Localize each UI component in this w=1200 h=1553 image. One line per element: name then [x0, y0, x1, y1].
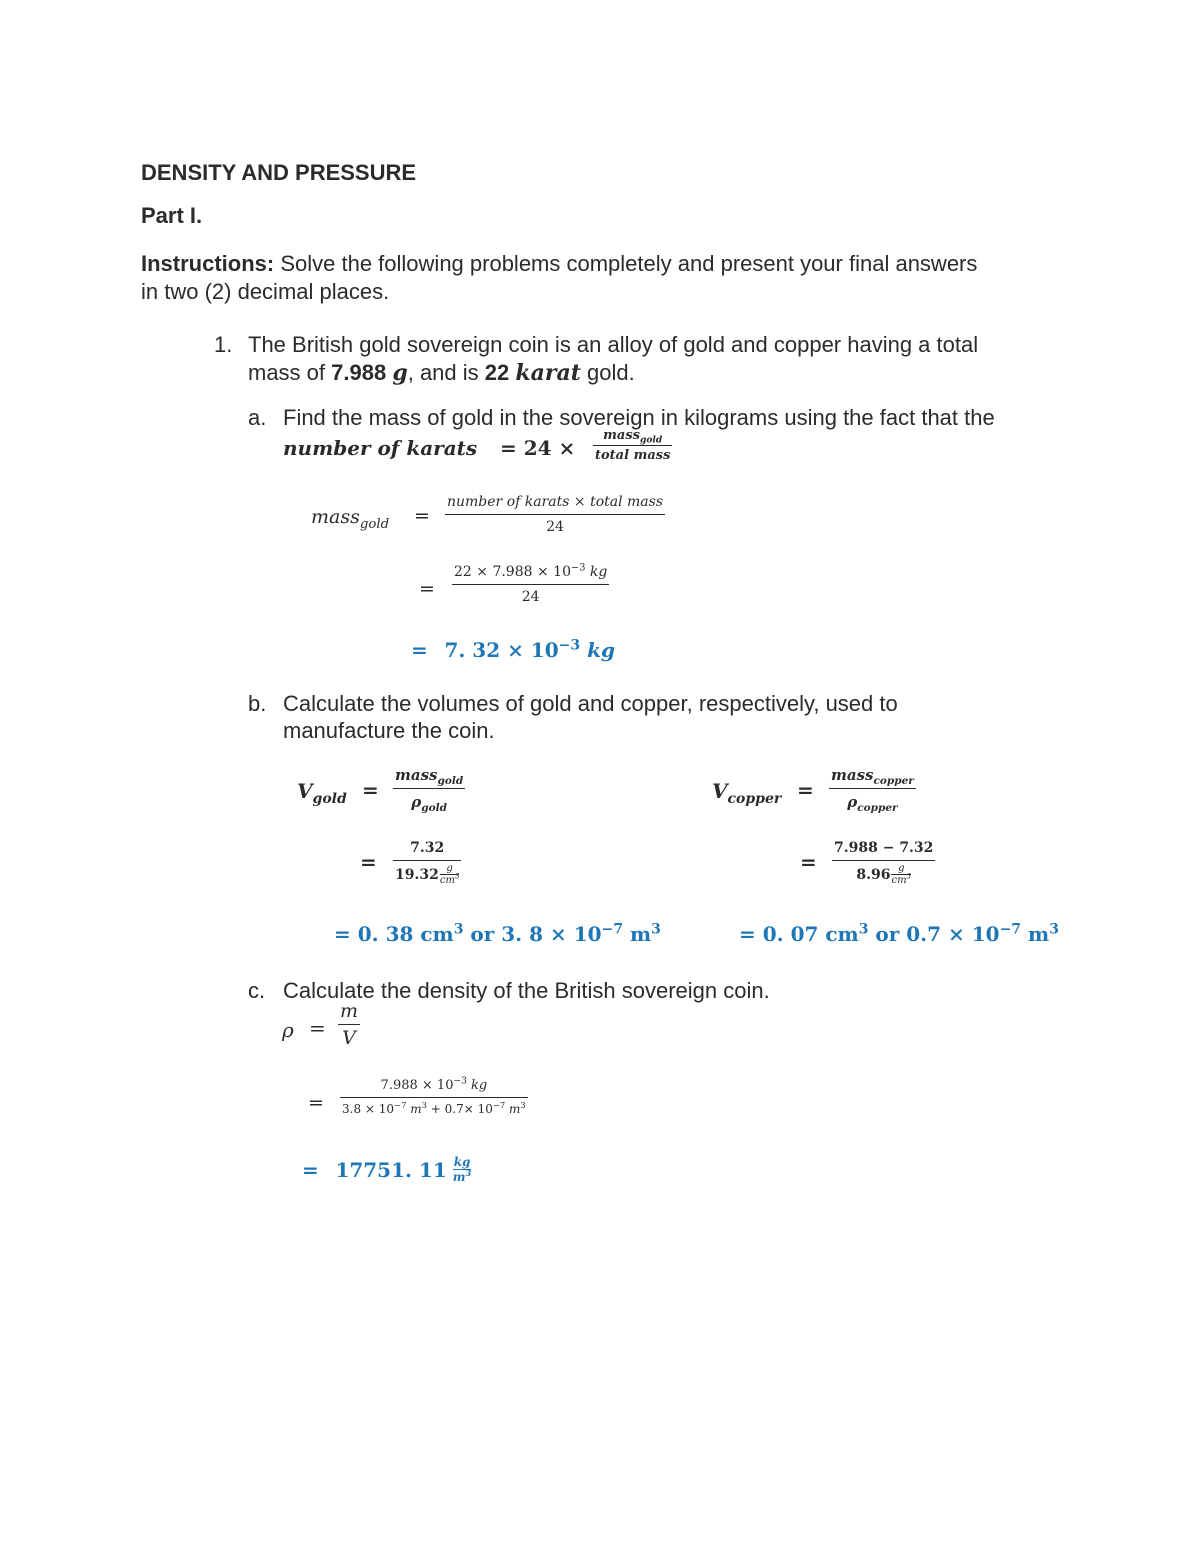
fraction-denominator: 24	[546, 519, 564, 535]
gold-subscript: gold	[421, 802, 447, 814]
gold-subscript: gold	[639, 434, 663, 446]
rho-lhs: ρ	[282, 1018, 294, 1042]
unit: kg	[580, 638, 615, 662]
fraction-denominator: V	[342, 1027, 356, 1049]
v-gold-answer	[334, 922, 661, 946]
unit-den-base: cm	[891, 875, 907, 886]
fraction-numerator: 7.988 − 7.32	[834, 840, 934, 856]
rho-eq: =	[309, 1016, 326, 1040]
exponent: −3	[570, 562, 586, 574]
part-b-line-2: manufacture the coin.	[283, 718, 495, 743]
v-copper-answer	[739, 922, 1059, 946]
unit: kg	[585, 564, 608, 580]
answer-unit-fraction	[453, 1155, 472, 1184]
gold-subscript: gold	[359, 516, 390, 532]
v-gold-eq: =	[362, 778, 379, 802]
unit-num: kg	[453, 1155, 471, 1169]
fraction-numerator: m	[340, 1000, 359, 1022]
copper-subscript: copper	[727, 791, 782, 807]
part-b-letter: b.	[248, 691, 267, 716]
gold-subscript: gold	[312, 791, 347, 807]
karat-value: 22	[484, 360, 510, 385]
mass-symbol: mass	[831, 766, 874, 784]
v-gold-fraction	[393, 766, 465, 814]
exponent: −7	[492, 1100, 506, 1110]
instructions-text-1: Solve the following problems completely and present your final answers	[274, 251, 978, 276]
exponent: 3	[465, 1168, 472, 1178]
part-b-line-1: Calculate the volumes of gold and copper, respectively, used to	[283, 691, 898, 716]
rho-fraction	[338, 1000, 360, 1049]
step-2-eq: =	[419, 578, 435, 600]
step-2-num-value: 22 × 7.988 × 10	[454, 564, 571, 580]
part-a-answer	[411, 638, 615, 663]
answer-eq: =	[411, 638, 428, 662]
fraction-numerator: number of karats × total mass	[447, 494, 664, 510]
exponent: 3	[858, 921, 869, 938]
copper-subscript: copper	[857, 802, 898, 814]
problem-1-text: gold.	[580, 360, 635, 385]
fraction-denominator: 24	[521, 589, 540, 605]
problem-1-line-1: The British gold sovereign coin is an alloy of gold and copper having a total	[248, 332, 979, 357]
volume-value: 3.8 × 10	[342, 1102, 395, 1116]
v-copper-fraction	[829, 766, 916, 814]
exponent: 3	[453, 921, 464, 938]
fraction-numerator	[452, 563, 609, 584]
exponent: 3	[454, 872, 460, 881]
coin-mass-unit: g	[392, 360, 408, 386]
v-symbol: V	[712, 779, 728, 803]
instructions-line-2: in two (2) decimal places.	[141, 279, 390, 304]
v-symbol: V	[297, 779, 313, 803]
unit: kg	[466, 1078, 488, 1093]
exponent: 3	[421, 1100, 427, 1110]
unit-den	[453, 1170, 472, 1184]
unit-fraction	[440, 863, 460, 886]
step-1-fraction	[445, 494, 665, 535]
v-copper-eq: =	[797, 778, 814, 802]
gold-subscript: gold	[437, 775, 464, 787]
fraction-denominator	[854, 861, 913, 886]
part-heading: Part I.	[141, 203, 203, 228]
step-1-eq: =	[414, 505, 430, 527]
rho-step-eq: =	[308, 1092, 324, 1114]
unit-den	[439, 872, 460, 886]
fraction-numerator	[601, 428, 664, 445]
exponent: 3	[1049, 921, 1059, 938]
exponent: −3	[558, 637, 581, 654]
exponent: −3	[453, 1076, 467, 1087]
fraction-denominator	[409, 789, 449, 814]
mass-symbol: mass	[395, 766, 438, 784]
copper-subscript: copper	[873, 775, 914, 787]
unit-den-base: cm	[439, 875, 455, 886]
exponent: −7	[601, 921, 624, 938]
answer-value: or 3. 8 × 10	[463, 922, 602, 946]
unit: m	[505, 1102, 521, 1116]
unit: m	[406, 1102, 422, 1116]
fraction-numerator	[393, 766, 465, 788]
mass-gold-lhs	[311, 506, 390, 532]
problem-1-number: 1.	[214, 332, 233, 357]
unit: m	[623, 922, 652, 946]
instructions-label: Instructions:	[141, 251, 275, 276]
mass-symbol: mass	[603, 428, 640, 443]
rho-symbol: ρ	[847, 793, 858, 811]
fraction-denominator	[393, 861, 461, 886]
v-copper-step-fraction	[832, 840, 935, 886]
problem-1-text: mass of	[248, 360, 332, 385]
answer-value: = 0. 38 cm	[334, 922, 454, 946]
v-copper-lhs	[712, 779, 782, 807]
density-value: 8.96	[856, 866, 891, 883]
unit: m	[1021, 922, 1050, 946]
coin-mass-value: 7.988	[331, 360, 387, 385]
unit-den-base: m	[452, 1170, 466, 1184]
v-gold-step-eq: =	[360, 850, 377, 874]
karat-formula-lhs: number of karats	[283, 436, 478, 460]
karat-formula-fraction	[593, 428, 672, 463]
mass-symbol: mass	[311, 506, 360, 528]
mass-value: 7.988 × 10	[380, 1078, 454, 1093]
exponent: −7	[999, 921, 1022, 938]
unit-num: g	[898, 863, 905, 874]
karat-word: karat	[515, 360, 581, 386]
answer-value: = 0. 07 cm	[739, 922, 859, 946]
part-a-text: Find the mass of gold in the sovereign in kilograms using the fact that the	[283, 405, 995, 430]
unit-fraction	[891, 863, 911, 886]
exponent: 3	[520, 1100, 526, 1110]
v-gold-lhs	[297, 779, 347, 807]
page-title: DENSITY AND PRESSURE	[141, 160, 417, 185]
answer-value: 7. 32 × 10	[444, 638, 559, 662]
exponent: 3	[651, 921, 661, 938]
part-c-text: Calculate the density of the British sovereign coin.	[283, 978, 770, 1003]
problem-1-line-2	[248, 359, 635, 387]
part-a-letter: a.	[248, 405, 267, 430]
answer-value: or 0.7 × 10	[868, 922, 1000, 946]
rho-symbol: ρ	[411, 793, 422, 811]
volume-value: + 0.7× 10	[426, 1102, 493, 1116]
fraction-denominator	[845, 789, 899, 814]
unit-num: g	[446, 863, 453, 874]
v-gold-step-fraction	[393, 840, 461, 886]
fraction-numerator: 7.32	[410, 840, 445, 856]
fraction-denominator: total mass	[595, 448, 671, 463]
problem-1-text: , and is	[407, 360, 485, 385]
unit-den	[891, 872, 912, 886]
rho-step-fraction	[340, 1077, 528, 1116]
fraction-numerator	[829, 766, 916, 788]
fraction-denominator	[340, 1098, 528, 1116]
part-c-letter: c.	[248, 978, 266, 1003]
density-value: 19.32	[395, 866, 439, 883]
v-copper-step-eq: =	[800, 850, 817, 874]
karat-formula-eq: = 24 ×	[500, 436, 576, 460]
step-2-fraction	[452, 563, 609, 605]
part-c-answer	[302, 1155, 471, 1184]
instructions-line-1	[141, 250, 977, 278]
exponent: −7	[394, 1100, 407, 1110]
answer-eq: =	[302, 1157, 319, 1182]
fraction-numerator	[379, 1077, 490, 1097]
exponent: 3	[906, 872, 912, 881]
answer-value: 17751. 11	[335, 1157, 447, 1182]
